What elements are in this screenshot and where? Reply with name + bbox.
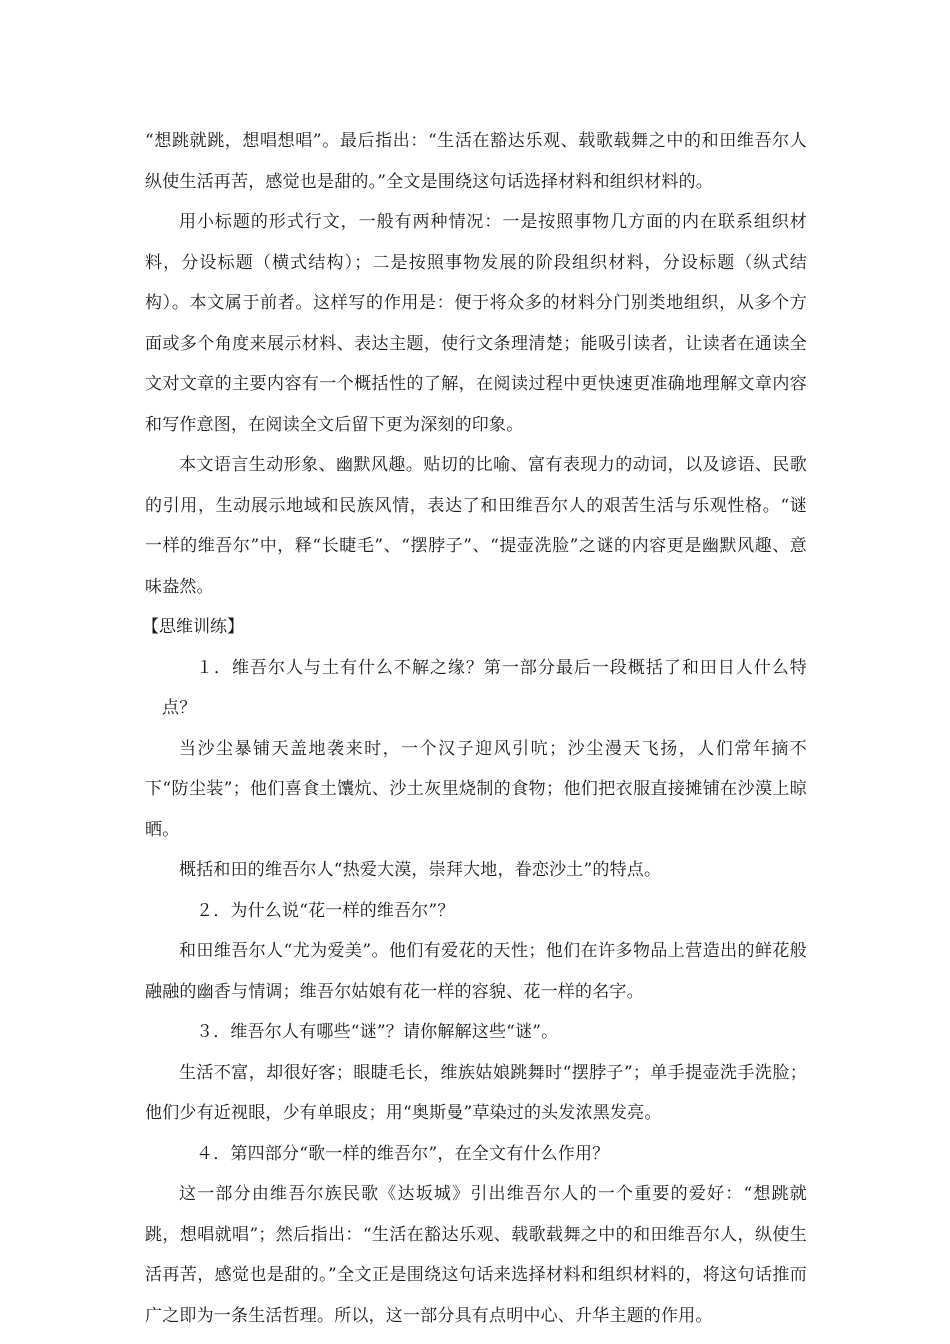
answer-1-part-2: 概括和田的维吾尔人“热爱大漠，崇拜大地，眷恋沙土”的特点。 xyxy=(179,860,662,880)
question-2: ２．为什么说“花一样的维吾尔”？ xyxy=(196,900,455,921)
question-3: ３．维吾尔人有哪些“谜”？请你解解这些“谜”。 xyxy=(196,1022,559,1042)
question-1: １．维吾尔人与土有什么不解之缘？第一部分最后一段概括了和田日人什么特点？ xyxy=(162,657,807,718)
answer-2: 和田维吾尔人“尤为爱美”。他们有爱花的天性；他们在许多物品上营造出的鲜花般融融的幽香与情调；维吾尔姑娘有花一样的容貌、花一样的名字。 xyxy=(145,941,807,1002)
answer-4: 这一部分由维吾尔族民歌《达坂城》引出维吾尔人的一个重要的爱好：“想跳就跳，想唱就唱”；然后指出：“生活在豁达乐观、载歌载舞之中的和田维吾尔人，纵使生活再苦，感觉也是甜的。”全文正是围绕这句话来选择材料和组织材料的，将这句话推而广之即为一条生活哲理。所以，这一部分具有点明中心、升华主题的作用。 xyxy=(145,1184,807,1326)
answer-3: 生活不富，却很好客；眼睫毛长，维族姑娘跳舞时“摆脖子”；单手提壶洗手洗脸；他们少有近视眼，少有单眼皮；用“奥斯曼”草染过的头发浓黑发亮。 xyxy=(145,1062,807,1123)
document-body xyxy=(142,121,807,1336)
paragraph-continuation: “想跳就跳，想唱想唱”。最后指出：“生活在豁达乐观、载歌载舞之中的和田维吾尔人纵使生活再苦，感觉也是甜的。”全文是围绕这句话选择材料和组织材料的。 xyxy=(145,131,807,192)
paragraph-subheading-structure: 用小标题的形式行文，一般有两种情况：一是按照事物几方面的内在联系组织材料，分设标题（横式结构）；二是按照事物发展的阶段组织材料，分设标题（纵式结构）。本文属于前者。这样写的作用是：便于将众多的材料分门别类地组织，从多个方面或多个角度来展示材料、表达主题，使行文条理清楚；能吸引读者，让读者在通读全文对文章的主要内容有一个概括性的了解，在阅读过程中更快速更准确地理解文章内容和写作意图，在阅读全文后留下更为深刻的印象。 xyxy=(145,212,807,435)
question-4: ４．第四部分“歌一样的维吾尔”，在全文有什么作用？ xyxy=(196,1143,610,1164)
section-heading-thinking-training: 【思维训练】 xyxy=(142,617,244,637)
paragraph-language-style: 本文语言生动形象、幽默风趣。贴切的比喻、富有表现力的动词，以及谚语、民歌的引用，生动展示地域和民族风情，表达了和田维吾尔人的艰苦生活与乐观性格。“谜一样的维吾尔”中，释“长睫毛”、“摆脖子”、“提壶洗脸”之谜的内容更是幽默风趣、意味盎然。 xyxy=(145,455,807,597)
answer-1-part-1: 当沙尘暴铺天盖地袭来时，一个汉子迎风引吭；沙尘漫天飞扬，人们常年摘不下“防尘装”；他们喜食土馕炕、沙土灰里烧制的食物；他们把衣服直接摊铺在沙漠上晾晒。 xyxy=(145,738,807,840)
